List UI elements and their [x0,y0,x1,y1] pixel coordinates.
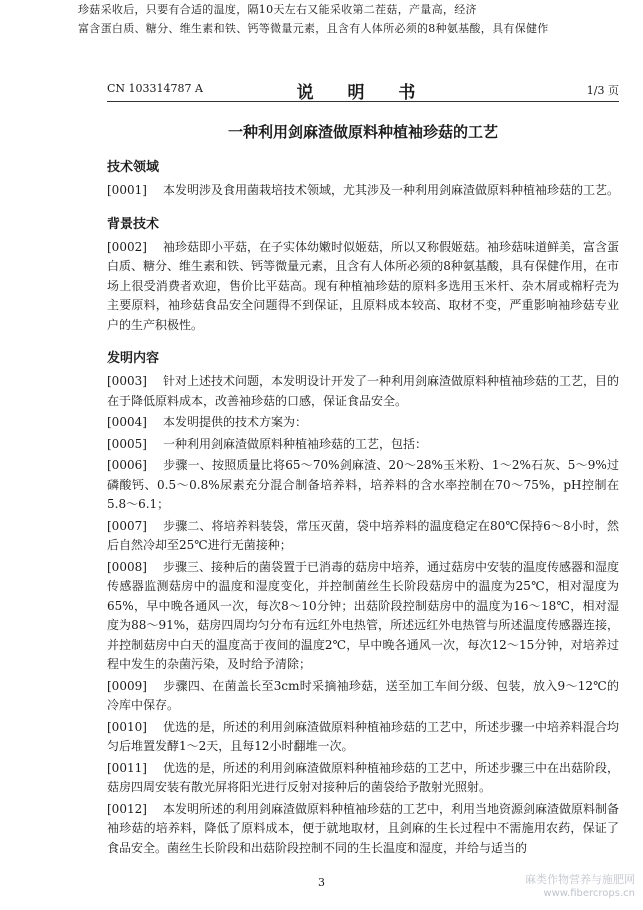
paragraph [107,558,619,675]
paragraph [107,800,619,859]
paragraph [107,718,619,757]
paragraph-text: 袖珍菇即小平菇，在子实体幼嫩时似姬菇，所以又称假姬菇。袖珍菇味道鲜美，富含蛋白质、糖分、维生素和铁、钙等微量元素，且含有人体所必须的8种氨基酸，具有保健作用，在市场上很受消费者欢迎，售价比平菇高。现有种植袖珍菇的原料多选用玉米杆、杂木屑或棉籽壳为主要原料，袖珍菇食品安全问题得不到保证，且原料成本较高、取材不变，严重影响袖珍菇专业户的生产积极性。 [107,239,620,332]
paragraph-number: [0005] [107,436,147,451]
paragraph-text: 优选的是，所述的利用剑麻渣做原料种植袖珍菇的工艺中，所述步骤一中培养料混合均匀后堆置发酵1～2天，且每12小时翻堆一次。 [107,719,620,753]
paragraph-text: 一种利用剑麻渣做原料种植袖珍菇的工艺，包括： [163,436,428,451]
header-rule [107,101,619,102]
paragraph [107,456,619,515]
paragraph [107,181,619,201]
paragraph [107,372,619,411]
watermark-name: 麻类作物营养与施肥网 [525,873,635,886]
paragraph-number: [0007] [107,518,147,533]
paragraph [107,238,619,336]
document-body [107,158,619,860]
paragraph-number: [0011] [107,760,147,775]
section-heading: 技术领域 [107,160,160,175]
page-indicator: 1/3 页 [586,84,619,97]
patent-number: CN 103314787 A [107,82,203,95]
page-number: 3 [318,876,325,889]
document-type: 说 明 书 [296,83,430,103]
paragraph-text: 步骤四、在菌盖长至3cm时采摘袖珍菇，送至加工车间分级、包装，放入9～12℃的冷库中保存。 [107,678,619,712]
paragraph-number: [0003] [107,374,147,388]
paragraph-number: [0001] [107,183,147,197]
section-heading: 背景技术 [107,216,160,232]
paragraph-number: [0004] [107,415,147,429]
paragraph-number: [0009] [107,678,147,693]
paragraph-number: [0010] [107,719,147,734]
paragraph [107,517,619,556]
paragraph-number: [0012] [107,801,147,816]
fragment-line: 珍菇采收后，只要有合适的温度，隔10天左右又能采收第二茬菇，产量高，经济 [78,3,477,16]
paragraph-text: 针对上述技术问题，本发明设计开发了一种利用剑麻渣做原料种植袖珍菇的工艺，目的在于降低原料成本，改善袖珍菇的口感，保证食品安全。 [107,374,620,408]
watermark-url: www.fibercrops.cn [543,888,635,899]
paragraph [107,677,619,716]
paragraph-text: 本发明提供的技术方案为： [163,415,308,429]
paragraph-text: 步骤二、将培养料装袋，常压灭菌，袋中培养料的温度稳定在80℃保持6～8小时，然后自然冷却至25℃进行无菌接种； [107,518,619,552]
fragment-line: 富含蛋白质、糖分、维生素和铁、钙等微量元素，且含有人体所必须的8种氨基酸，具有保健作 [78,22,549,35]
page-header [107,76,619,102]
paragraph-text: 本发明涉及食用菌栽培技术领域，尤其涉及一种利用剑麻渣做原料种植袖珍菇的工艺。 [163,183,620,197]
paragraph [107,413,619,433]
paragraph-number: [0008] [107,559,147,574]
paragraph-text: 步骤一、按照质量比将65～70%剑麻渣、20～28%玉米粉、1～2%石灰、5～9%过磷酸钙、0.5～0.8%尿素充分混合制备培养料，培养料的含水率控制在70～75%，pH控制在5.8～6.1； [107,458,619,511]
paragraph-number: [0006] [107,458,147,472]
paragraph-text: 本发明所述的利用剑麻渣做原料种植袖珍菇的工艺中，利用当地资源剑麻渣做原料制备袖珍菇的培养料，降低了原料成本，便于就地取材，且剑麻的生长过程中不需施用农药，保证了食品安全。菌丝生长阶段和出菇阶段控制不同的生长温度和湿度，并给与适当的 [107,801,620,855]
section-heading: 发明内容 [107,351,160,366]
paragraph [107,759,619,798]
paragraph-number: [0002] [107,239,147,254]
document-title: 一种利用剑麻渣做原料种植袖珍菇的工艺 [227,123,498,141]
paragraph-text: 优选的是，所述的利用剑麻渣做原料种植袖珍菇的工艺中，所述步骤三中在出菇阶段，菇房四周安装有散光屏将阳光进行反射对接种后的菌袋给予散射光照射。 [107,760,620,794]
previous-page-fragment [78,0,621,56]
paragraph [107,435,619,455]
site-watermark [515,873,635,900]
paragraph-text: 步骤三、接种后的菌袋置于已消毒的菇房中培养，通过菇房中安装的温度传感器和湿度传感器监测菇房中的温度和湿度变化，并控制菌丝生长阶段菇房中的温度为25℃，相对湿度为65%，早中晚各通风一次，每次8～10分钟；出菇阶段控制菇房中的温度为16～18℃，相对湿度为88～91%，菇房四周均匀分布有远红外电热管，所述远红外电热管与所述温度传感器连接，并控制菇房中白天的温度高于夜间的温度2℃，早中晚各通风一次，每次12～15分钟，对培养过程中发生的杂菌污染，及时给予清除； [107,559,620,671]
